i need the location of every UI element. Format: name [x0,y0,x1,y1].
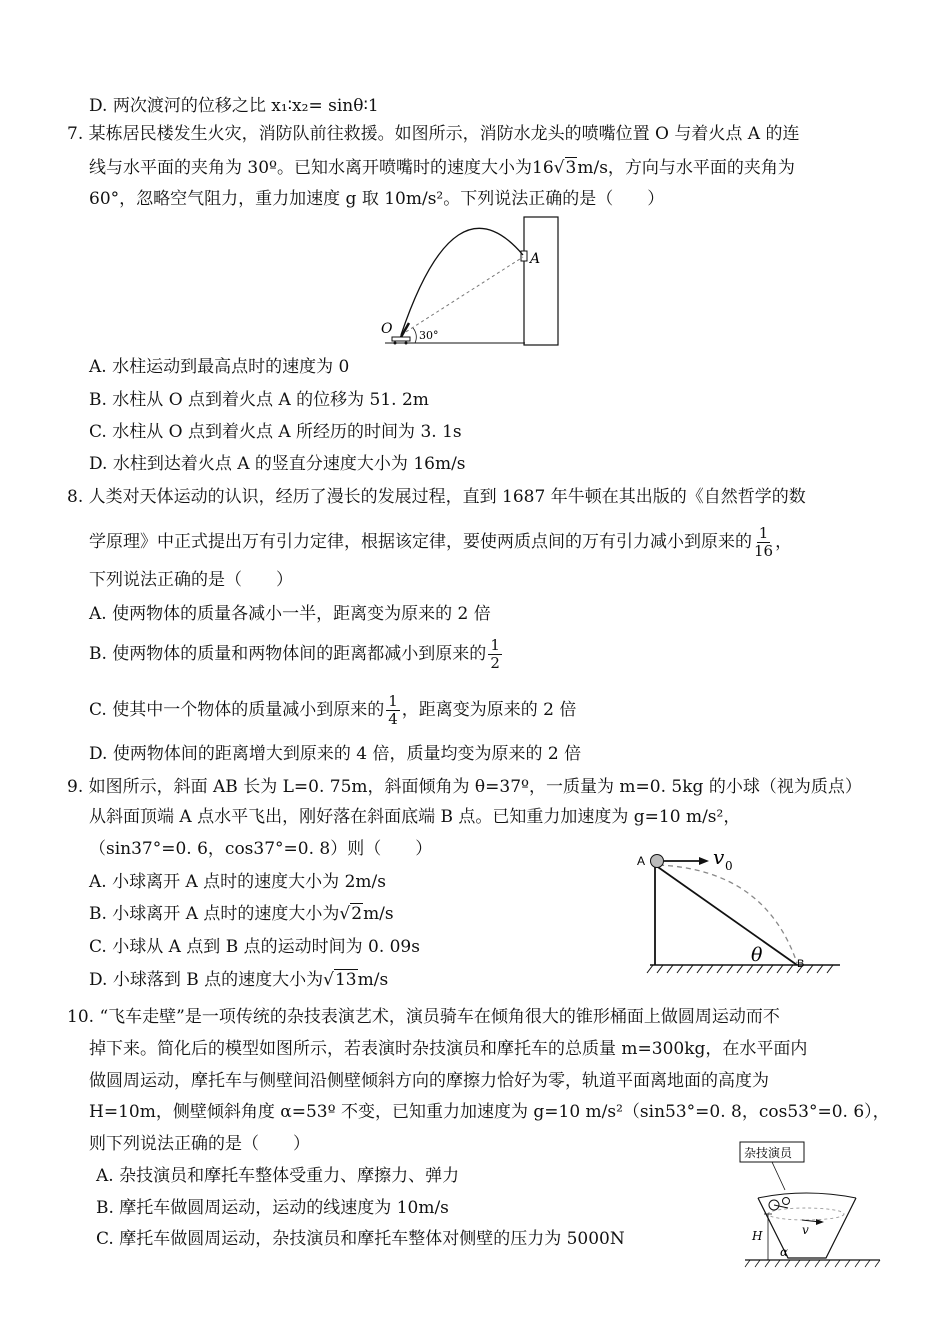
q9-stem-line1: 9. 如图所示，斜面 AB 长为 L=0. 75m，斜面倾角为 θ=37º，一质量为 m=0. 5kg 的小球（视为质点） [67,777,862,797]
q7-stem-line1: 7. 某栋居民楼发生火灾，消防队前往救援。如图所示，消防水龙头的喷嘴位置 O 与着火点 A 的连 [67,124,800,144]
q8-option-a: A. 使两物体的质量各减小一半，距离变为原来的 2 倍 [89,604,491,624]
q10-stem-line2: 掉下来。简化后的模型如图所示，若表演时杂技演员和摩托车的总质量 m=300kg，在水平面内 [89,1039,808,1059]
frac-den: 4 [388,710,398,728]
caption-label: 杂技演员 [744,1146,793,1160]
q7-option-d: D. 水柱到达着火点 A 的竖直分速度大小为 16m/s [89,454,466,474]
sqrt-symbol: √2 [339,904,363,924]
q9-option-d [89,969,388,991]
label-alpha: α [780,1245,789,1259]
q7-figure [375,215,575,350]
label-v0: v [713,845,725,869]
label-theta: θ [751,944,763,966]
label-b: B [797,958,805,970]
line-o-a [401,257,523,335]
q8-stem-line3: 下列说法正确的是（ ） [89,570,293,590]
q8-fraction [754,525,773,560]
incline-surface [655,865,797,965]
q10-stem-line3: 做圆周运动，摩托车与侧壁间沿侧壁倾斜方向的摩擦力恰好为零，轨道平面离地面的高度为 [89,1071,769,1091]
q8-stem-line2 [89,520,792,564]
q9-option-d-unit: m/s [357,970,389,990]
ball-trajectory [659,865,797,963]
q9-option-a: A. 小球离开 A 点时的速度大小为 2m/s [89,872,386,892]
fire-point [521,251,527,261]
frac-num: 1 [490,636,500,654]
q8-option-c-text: C. 使其中一个物体的质量减小到原来的 [89,700,385,720]
label-a: A [530,251,541,267]
q9-option-b [89,903,394,925]
label-a: A [637,854,646,868]
q9-stem-line3: （sin37°=0. 6，cos37°=0. 8）则（ ） [89,839,433,859]
q8-stem-line1: 8. 人类对天体运动的认识，经历了漫长的发展过程，直到 1687 年牛顿在其出版的《自然哲学的数 [67,487,806,507]
frac-den: 2 [490,654,500,672]
q8-option-d: D. 使两物体间的距离增大到原来的 4 倍，质量均变为原来的 2 倍 [89,744,582,764]
label-v0-subscript: 0 [725,859,733,873]
frac-num: 1 [758,524,769,542]
q8-option-b-text: B. 使两物体的质量和两物体间的距离都减小到原来的 [89,644,487,664]
sqrt-symbol: √13 [323,970,357,990]
q9-option-d-text: D. 小球落到 B 点的速度大小为 [89,970,324,990]
label-h: H [752,1229,763,1243]
sqrt-symbol: √3 [553,158,577,178]
q9-option-b-unit: m/s [363,904,394,924]
q10-option-b: B. 摩托车做圆周运动，运动的线速度为 10m/s [96,1198,449,1218]
frac-den: 16 [754,542,774,560]
radicand: 2 [351,904,363,924]
q10-stem-line1: 10. “飞车走壁”是一项传统的杂技表演艺术，演员骑车在倾角很大的锥形桶面上做圆周运动而不 [67,1007,780,1027]
building [524,217,558,345]
q8-stem-line2-text: 学原理》中正式提出万有引力定律，根据该定律，要使两质点间的万有引力减小到原来的 [89,532,752,552]
q7-stem-line3: 60°，忽略空气阻力，重力加速度 g 取 10m/s²。下列说法正确的是（ ） [89,189,665,209]
q10-figure [730,1140,890,1280]
q9-option-b-text: B. 小球离开 A 点时的速度大小为 [89,904,340,924]
q7-stem-line2a: 线与水平面的夹角为 30º。已知水离开喷嘴时的速度大小为16 [89,158,554,178]
orbit [768,1208,844,1220]
q8-option-b-fraction [488,637,502,672]
q9-figure [635,845,845,975]
q7-option-a: A. 水柱运动到最高点时的速度为 0 [89,357,350,377]
q7-stem-line2 [89,157,795,179]
water-trajectory [401,228,523,335]
label-v: v [802,1223,809,1237]
q10-stem-line4: H=10m，侧壁倾斜角度 α=53º 不变，已知重力加速度为 g=10 m/s²（sin53°=0. 8，cos53°=0. 6）， [89,1102,890,1122]
q6-option-d: D. 两次渡河的位移之比 x₁∶x₂= sinθ∶1 [89,96,379,116]
q9-stem-line2: 从斜面顶端 A 点水平飞出，刚好落在斜面底端 B 点。已知重力加速度为 g=10 m/s²， [89,807,741,827]
q8-option-c-end: ，距离变为原来的 2 倍 [401,700,577,720]
q10-stem-line5: 则下列说法正确的是（ ） [89,1134,310,1154]
q8-option-c-fraction [386,693,400,728]
q7-option-c: C. 水柱从 O 点到着火点 A 所经历的时间为 3. 1s [89,422,462,442]
q8-option-c [89,688,576,732]
ball [651,855,664,868]
frac-num: 1 [388,692,398,710]
q8-option-b [89,632,504,676]
q10-option-c: C. 摩托车做圆周运动，杂技演员和摩托车整体对侧壁的压力为 5000N [96,1229,625,1249]
q7-stem-line2b: m/s，方向与水平面的夹角为 [577,158,795,178]
q8-stem-line2-end: ， [775,532,793,552]
q10-option-a: A. 杂技演员和摩托车整体受重力、摩擦力、弹力 [96,1166,460,1186]
q7-sqrt-radicand: 3 [565,158,577,178]
q9-option-c: C. 小球从 A 点到 B 点的运动时间为 0. 09s [89,937,420,957]
radicand: 13 [334,970,357,990]
q7-option-b: B. 水柱从 O 点到着火点 A 的位移为 51. 2m [89,390,429,410]
label-o: O [381,321,393,337]
angle-label: 30° [419,329,439,342]
